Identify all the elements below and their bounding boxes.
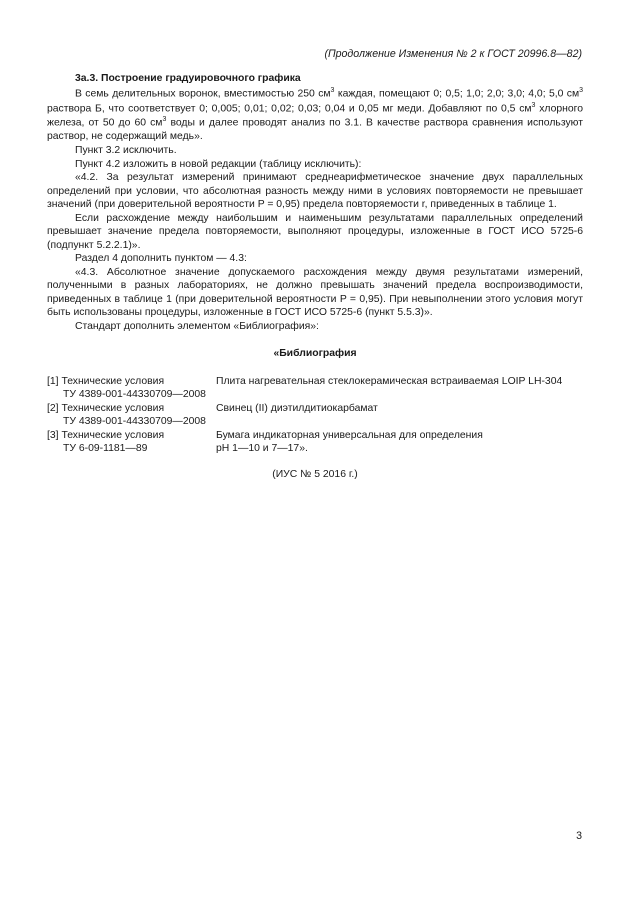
section-heading: 3а.3. Построение градуировочного графика — [75, 73, 301, 84]
bib-label: [1] Технические условия — [47, 375, 165, 387]
paragraph-calibration: В семь делительных воронок, вместимостью 250 $см^3$ каждая, помещают 0; 0,5; 1,0; 2,0; 3,0; 4,0; 5,0 $см^3$ раствора Б, что соответствует 0; 0,005; 0,01; 0,02; 0,03; 0,04 и 0,05 мг меди. Добавляют по 0,5 $см^3$ хлорного железа, от 50 до 60 $см^3$ воды и далее проводят анализ по 3.1. В качестве раствора сравнения используют раствор, не содержащий медь». — [47, 86, 584, 143]
document-body — [47, 72, 583, 481]
bib-desc: Свинец (II) диэтилдитиокарбамат — [216, 402, 378, 414]
running-header: (Продолжение Изменения № 2 к ГОСТ 20996.8—82) — [324, 48, 582, 60]
ius-reference: (ИУС № 5 2016 г.) — [272, 468, 358, 480]
bib-code: ТУ 4389-001-44330709—2008 — [63, 416, 206, 428]
bibliography-title: «Библиография — [273, 348, 357, 360]
bib-desc: Плита нагревательная стеклокерамическая встраиваемая LOIP LH-304 — [216, 375, 563, 387]
paragraph-4-2: «4.2. За результат измерений принимают среднеарифметическое значение двух параллельных определений при условии, что абсолютная разность между ними в условиях повторяемости не превышает значений (при доверительной вероятности P = 0,95) предела повторяемости r, приведенных в таблице 1. — [47, 172, 583, 211]
paragraph-4-3: «4.3. Абсолютное значение допускаемого расхождения между двумя результатами измерений, полученными в разных лабораториях, не должно превышать значений предела воспроизводимости, приведенных в таблице 1 (при доверительной вероятности P = 0,95). При невыполнении этого условия могут быть использованы процедуры, изложенные в ГОСТ ИСО 5725-6 (пункт 5.5.3)». — [47, 266, 583, 319]
bibliography-item — [47, 429, 583, 456]
paragraph-section-4: Раздел 4 дополнить пунктом — 4.3: — [75, 253, 247, 265]
bib-label: [2] Технические условия — [47, 402, 165, 414]
bib-code: ТУ 4389-001-44330709—2008 — [63, 389, 206, 401]
paragraph-3-2: Пункт 3.2 исключить. — [75, 144, 177, 156]
bibliography-item — [47, 402, 583, 429]
paragraph-bibliography-intro: Стандарт дополнить элементом «Библиография»: — [75, 320, 319, 332]
bibliography-table — [47, 375, 583, 456]
bib-code: ТУ 6-09-1181—89 — [63, 443, 148, 455]
page-number: 3 — [576, 830, 582, 842]
paragraph-4-2-cont: Если расхождение между наибольшим и наименьшим результатами параллельных определений превышает значение предела повторяемости, выполняют процедуры, изложенные в ГОСТ ИСО 5725-6 (подпункт 5.2.2.1)». — [47, 212, 583, 251]
bib-desc: Бумага индикаторная универсальная для определения — [216, 429, 483, 441]
bib-label: [3] Технические условия — [47, 429, 165, 441]
bibliography-item — [47, 375, 583, 402]
bib-desc-cont: pH 1—10 и 7—17». — [216, 443, 308, 455]
paragraph-4-2-intro: Пункт 4.2 изложить в новой редакции (таблицу исключить): — [75, 158, 362, 170]
